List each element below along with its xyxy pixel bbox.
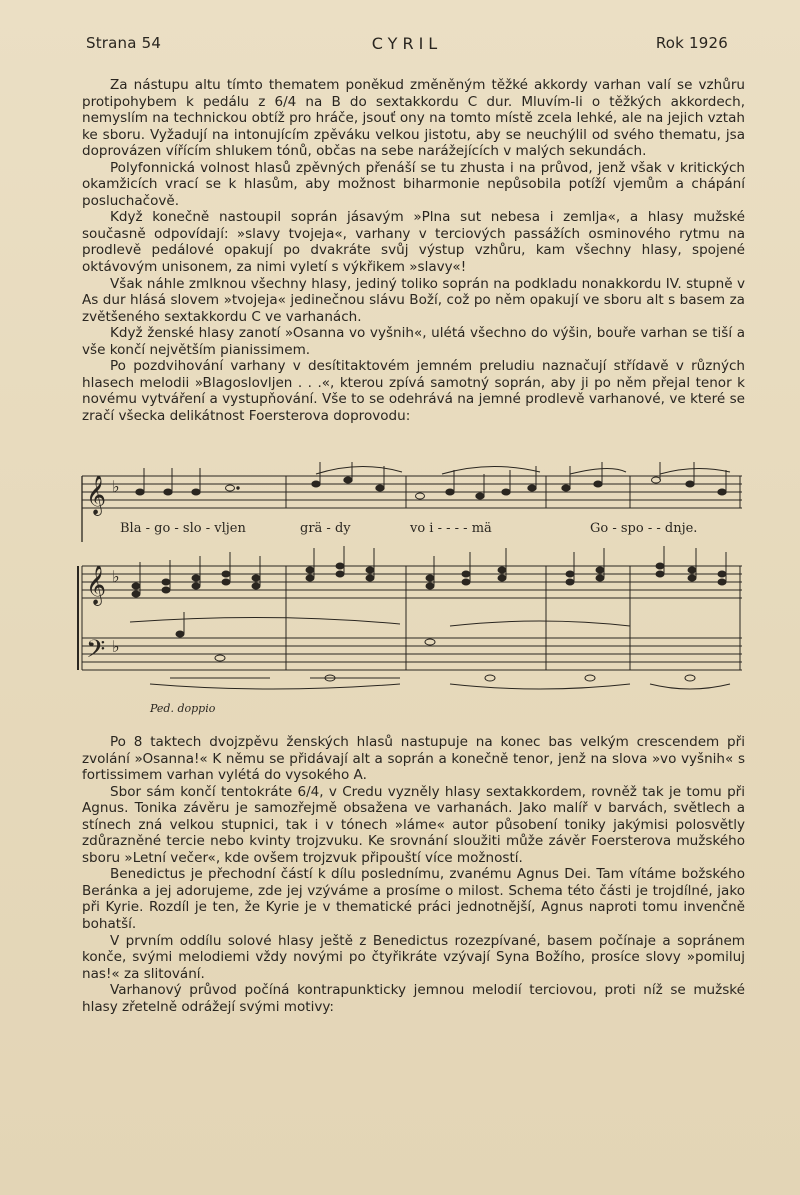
paragraph: Sbor sám končí tentokráte 6/4, v Credu vyzněly hlasy sextakkordem, rovněž tak je tomu při Agnus. Tonika závěru je samozřejmě obsažena ve varhanách. Jako malíř v barvách, světlech a stínech zná velkou stupnici, tak i v tónech »láme« autor působení toniky jakýmisi polosvětly zdůrazněné tercie nebo kvinty trojzvuku. Ke srovnání sloužiti může závěr Foersterova mužského sboru »Letní večer«, kde ovšem trojzvuk připouští více možností. — [82, 783, 745, 866]
treble-clef-icon: 𝄞 — [86, 565, 107, 605]
voice-notes — [136, 462, 726, 499]
paragraph: Polyfonnická volnost hlasů zpěvných přenáší se tu zhusta i na průvod, jenž však v kritických okamžicích vrací se k hlasům, aby možnost biharmonie nepůsobila potíží vjemům a chápání posluchačově. — [82, 159, 745, 209]
svg-text:♭: ♭ — [112, 477, 120, 496]
organ-treble-notes — [132, 546, 726, 597]
organ-treble-staff — [82, 566, 742, 598]
text-block-lower — [82, 734, 745, 1015]
voice-staff — [82, 476, 742, 508]
music-example — [70, 462, 750, 727]
paragraph: Když ženské hlasy zanotí »Osanna vo vyšnih«, ulétá všechno do výšin, bouře varhan se tiší a vše končí největším pianissimem. — [82, 325, 745, 358]
lyric: grä - dy — [300, 521, 351, 536]
paragraph: Po 8 taktech dvojzpěvu ženských hlasů nastupuje na konec bas velkým crescendem při zvolání »Osanna!« K němu se přidávají alt a soprán a konečně tenor, jenž na slova »vo vyšnih« s fortissimem varhan vylétá do vysokého A. — [82, 734, 745, 784]
paragraph: Benedictus je přechodní částí k dílu poslednímu, zvanému Agnus Dei. Tam vítáme božského Beránka a jej adorujeme, zde jej vzýváme a prosíme o milost. Schema této části je trojdílné, jako při Kyrie. Rozdíl je ten, že Kyrie je v thematické práci jednotnější, Agnus naproti tomu invenčně bohatší. — [82, 866, 745, 933]
lyric: vo i - - - - mä — [410, 521, 492, 536]
paragraph: Když konečně nastoupil soprán jásavým »Plna sut nebesa i zemlja«, a hlasy mužské současně odpovídají: »slavy tvojeja«, varhany v terciových passážích osminového rytmu na prodlevě pedálové opakují po dvakráte svůj výstup vzhůru, kam všechny hlasy, spojené oktávovým unisonem, za nimi vyletí s výkřikem »slavy«! — [82, 209, 745, 276]
pedal-marking: Ped. doppio — [150, 702, 216, 715]
text-block-upper — [82, 77, 745, 424]
bass-clef-icon: 𝄢 — [86, 635, 106, 670]
paragraph: Však náhle zmlknou všechny hlasy, jediný toliko soprán na podkladu nonakkordu IV. stupně v As dur hlásá slovem »tvojeja« jedinečnou slávu Boží, což po něm opakují ve sboru alt s basem za zvětšeného sextakkordu C ve varhanách. — [82, 275, 745, 325]
paragraph: Varhanový průvod počíná kontrapunkticky jemnou melodií terciovou, proti níž se mužské hlasy zřetelně odrážejí svými motivy: — [82, 982, 745, 1015]
organ-bass-staff — [82, 638, 742, 670]
paragraph: Za nástupu altu tímto thematem poněkud změněným těžké akkordy varhan valí se vzhůru protipohybem k pedálu z 6/4 na B do sextakkordu C dur. Mluvím-li o těžkých akkordech, nemyslím na technickou obtíž pro hráče, jsouť ony na tomto místě zcela lehké, ale na jejich vztah ke sboru. Vyžadují na intonujícím zpěváku velkou jistotu, aby se neuchýlil od svého thematu, jsa doprovázen vířícím shlukem tónů, občas na sebe narážejících v malých sekundách. — [82, 77, 745, 160]
journal-title: CYRIL — [371, 34, 443, 53]
year: Rok 1926 — [655, 34, 728, 52]
page-header — [86, 34, 728, 56]
lyric: Bla - go - slo - vljen — [120, 521, 246, 536]
svg-text:♭: ♭ — [112, 567, 120, 586]
paragraph: V prvním oddílu solové hlasy ještě z Benedictus rozezpívané, basem počínaje a sopránem konče, svými melodiemi vždy novými po čtyřikráte vzývají Syna Božího, prosíce slovy »pomiluj nas!« za slitování. — [82, 932, 745, 982]
lyric: Go - spo - - dnje. — [590, 521, 698, 536]
page-number: Strana 54 — [86, 34, 162, 52]
treble-clef-icon: 𝄞 — [86, 475, 107, 515]
music-notation — [70, 462, 750, 727]
svg-text:♭: ♭ — [112, 637, 120, 656]
paragraph: Po pozdvihování varhany v desítitaktovém jemném preludiu naznačují střídavě v různých hlasech melodii »Blagoslovljen . . .«, kterou zpívá samotný soprán, aby ji po něm přejal tenor k novému vytváření a vystupňování. Vše to se odehrává na jemné prodlevě varhanové, ve které se zračí všecka delikátnost Foersterova doprovodu: — [82, 358, 745, 424]
